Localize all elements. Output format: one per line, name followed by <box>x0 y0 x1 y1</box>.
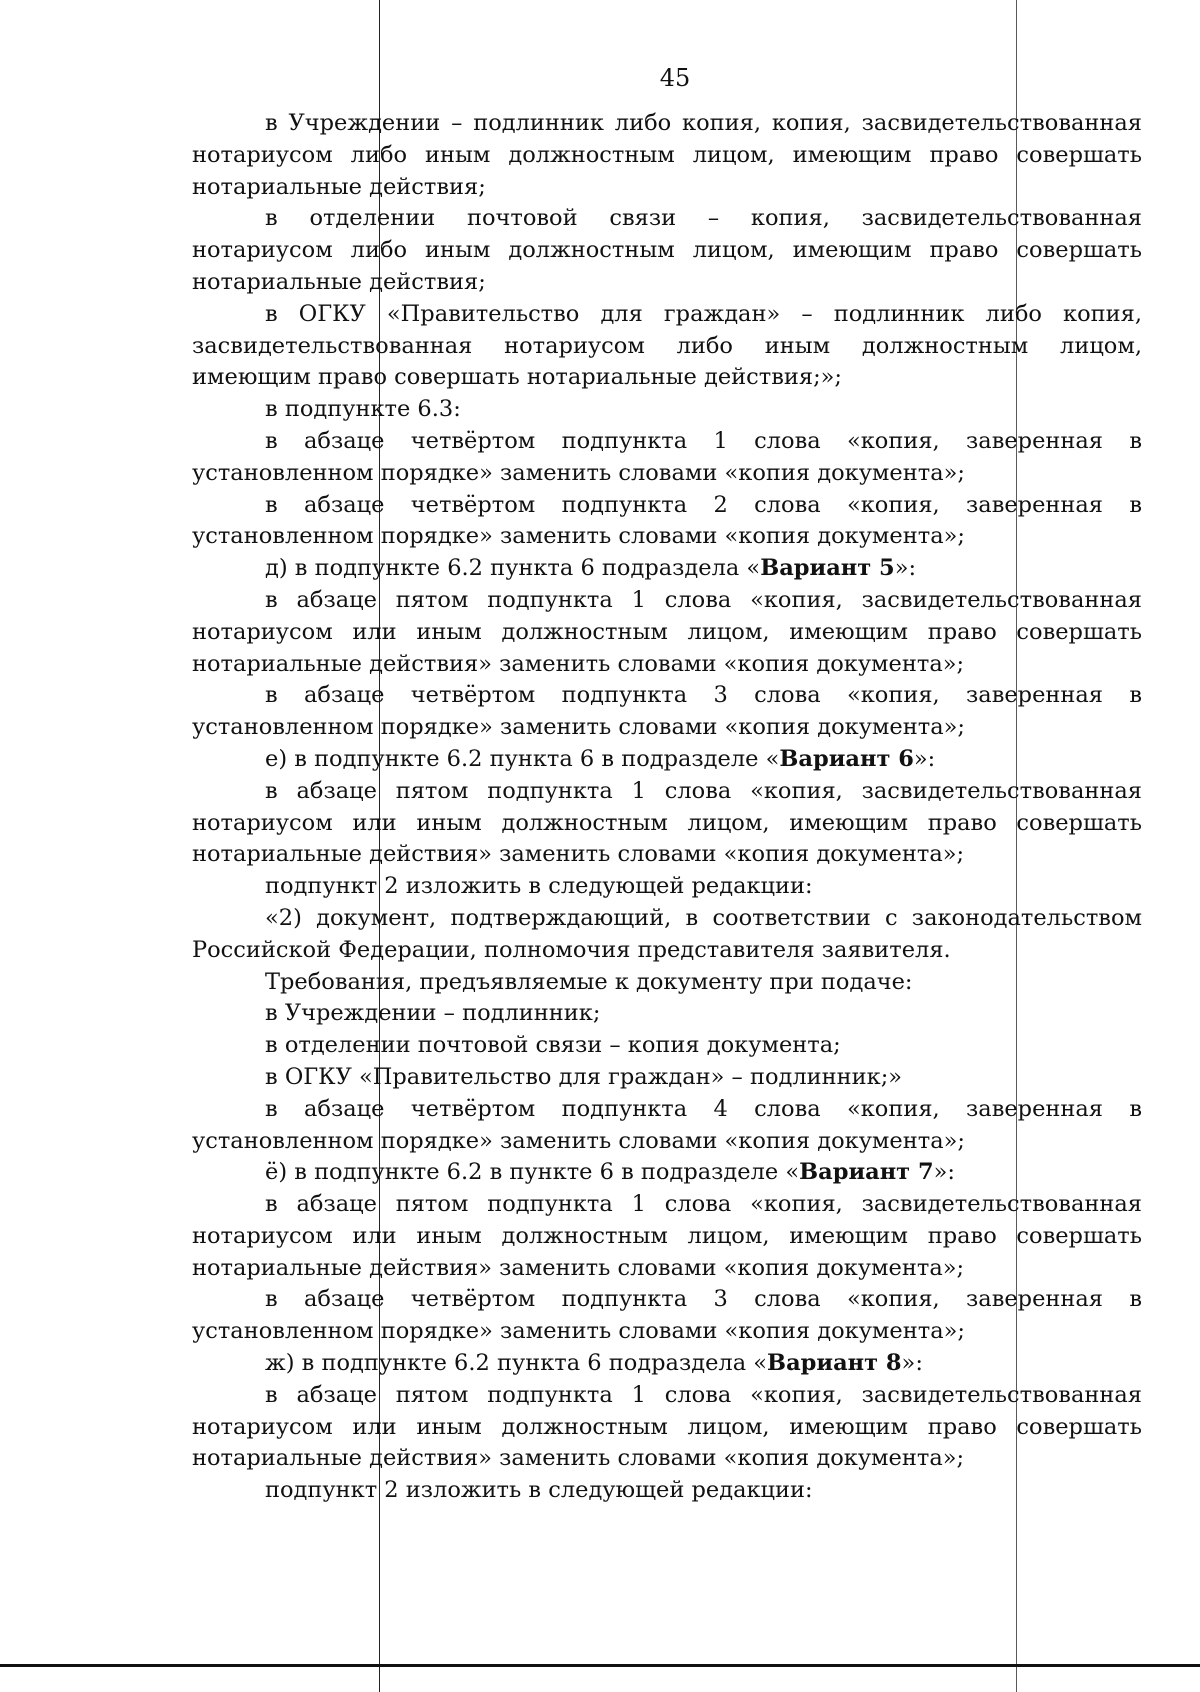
paragraph-variant-heading <box>192 1157 1142 1189</box>
paragraph: в отделении почтовой связи – копия документа; <box>265 1032 841 1059</box>
variant-label: Вариант 6 <box>779 745 914 772</box>
paragraph-variant-heading <box>192 744 1142 776</box>
document-text <box>192 108 1142 1507</box>
paragraph-suffix: »: <box>894 555 917 582</box>
paragraph: в абзаце пятом подпункта 1 слова «копия, засвидетельствованная нотариусом или иным должностным лицом, имеющим право совершать нотариальные действия» заменить словами «копия документа»; <box>192 777 1142 868</box>
paragraph-suffix: »: <box>901 1350 923 1377</box>
paragraph: в отделении почтовой связи – копия, засвидетельствованная нотариусом либо иным должностным лицом, имеющим право совершать нотариальные действия; <box>192 205 1142 295</box>
page-number: 45 <box>659 64 691 92</box>
paragraph: в ОГКУ «Правительство для граждан» – подлинник либо копия, засвидетельствованная нотариусом либо иным должностным лицом, имеющим право совершать нотариальные действия;»; <box>192 300 1142 391</box>
paragraph: в абзаце четвёртом подпункта 3 слова «копия, заверенная в установленном порядке» заменить словами «копия документа»; <box>192 682 1142 741</box>
paragraph: в абзаце четвёртом подпункта 1 слова «копия, заверенная в установленном порядке» заменить словами «копия документа»; <box>192 427 1142 486</box>
scan-artifact-line-bottom <box>0 1664 1200 1667</box>
paragraph: в абзаце четвёртом подпункта 2 слова «копия, заверенная в установленном порядке» заменить словами «копия документа»; <box>192 491 1142 550</box>
paragraph: в Учреждении – подлинник либо копия, копия, засвидетельствованная нотариусом либо иным должностным лицом, имеющим право совершать нотариальные действия; <box>192 110 1142 200</box>
paragraph: в абзаце четвёртом подпункта 3 слова «копия, заверенная в установленном порядке» заменить словами «копия документа»; <box>192 1286 1142 1345</box>
paragraph-prefix: е) в подпункте 6.2 пункта 6 в подразделе « <box>265 745 780 772</box>
variant-label: Вариант 8 <box>767 1350 902 1377</box>
paragraph: в подпункте 6.3: <box>265 396 461 423</box>
paragraph: в ОГКУ «Правительство для граждан» – подлинник;» <box>265 1063 903 1090</box>
paragraph-suffix: »: <box>933 1159 955 1186</box>
paragraph-prefix: ж) в подпункте 6.2 пункта 6 подраздела « <box>265 1350 768 1377</box>
paragraph-prefix: д) в подпункте 6.2 пункта 6 подраздела « <box>265 555 761 582</box>
variant-label: Вариант 7 <box>799 1159 934 1186</box>
paragraph: «2) документ, подтверждающий, в соответствии с законодательством Российской Федерации, полномочия представителя заявителя. <box>192 904 1142 963</box>
paragraph: в Учреждении – подлинник; <box>265 1000 601 1027</box>
paragraph-prefix: ё) в подпункте 6.2 в пункте 6 в подразделе « <box>265 1159 800 1186</box>
paragraph-variant-heading <box>192 1348 1142 1380</box>
paragraph: подпункт 2 изложить в следующей редакции: <box>265 873 813 900</box>
paragraph: в абзаце четвёртом подпункта 4 слова «копия, заверенная в установленном порядке» заменить словами «копия документа»; <box>192 1095 1142 1154</box>
paragraph: в абзаце пятом подпункта 1 слова «копия, засвидетельствованная нотариусом или иным должностным лицом, имеющим право совершать нотариальные действия» заменить словами «копия документа»; <box>192 1381 1142 1472</box>
paragraph-suffix: »: <box>913 745 936 772</box>
paragraph: Требования, предъявляемые к документу при подаче: <box>265 968 913 995</box>
paragraph: подпункт 2 изложить в следующей редакции: <box>265 1477 813 1504</box>
paragraph: в абзаце пятом подпункта 1 слова «копия, засвидетельствованная нотариусом или иным должностным лицом, имеющим право совершать нотариальные действия» заменить словами «копия документа»; <box>192 1191 1142 1281</box>
paragraph-variant-heading <box>192 553 1142 585</box>
variant-label: Вариант 5 <box>760 555 895 582</box>
paragraph: в абзаце пятом подпункта 1 слова «копия, засвидетельствованная нотариусом или иным должностным лицом, имеющим право совершать нотариальные действия» заменить словами «копия документа»; <box>192 586 1142 677</box>
